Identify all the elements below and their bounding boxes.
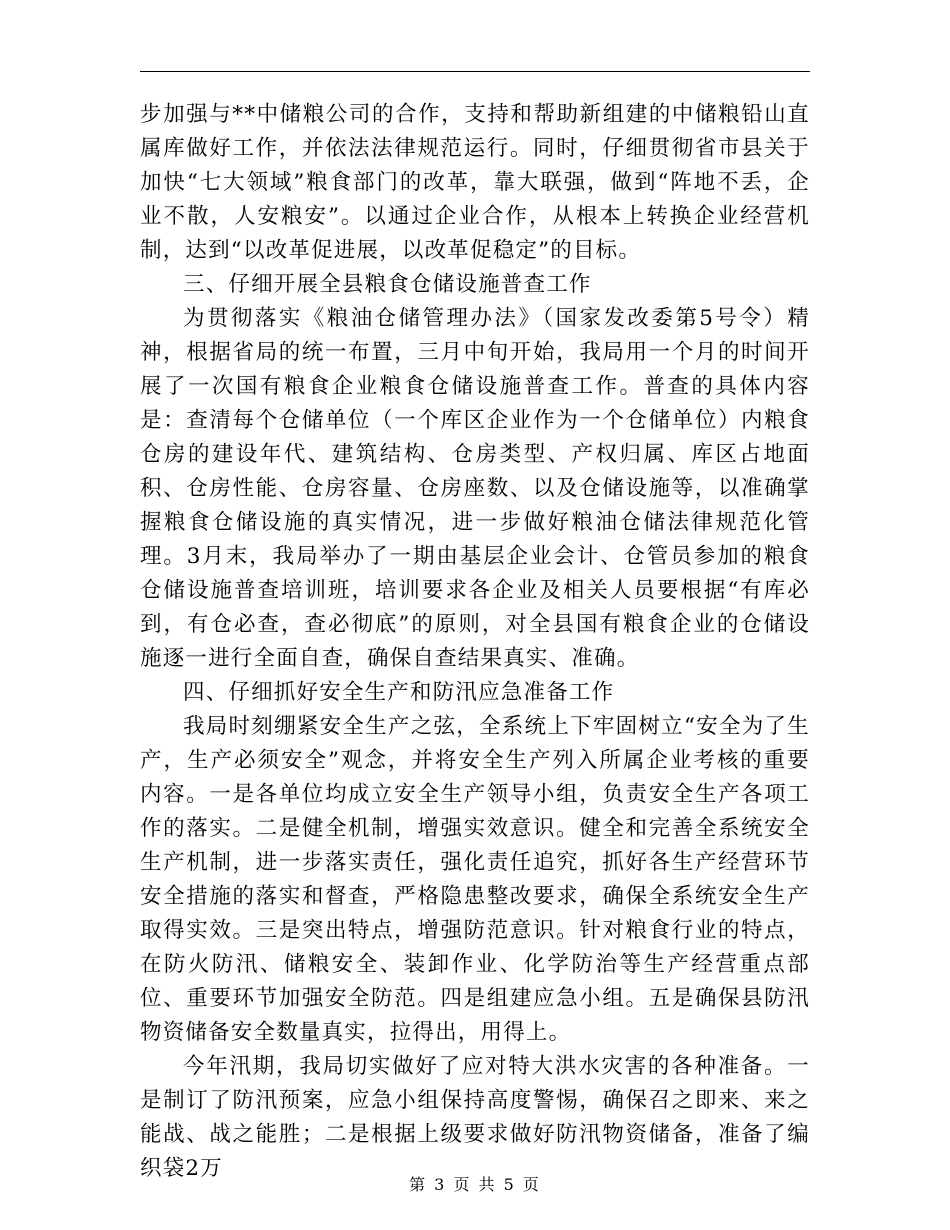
paragraph-safety-production: 我局时刻绷紧安全生产之弦，全系统上下牢固树立“安全为了生产，生产必须安全”观念，并将安全生产列入所属企业考核的重要内容。一是各单位均成立安全生产领导小组，负责安全生产各项工作的落实。二是健全机制，增强实效意识。健全和完善全系统安全生产机制，进一步落实责任，强化责任追究，抓好各生产经营环节安全措施的落实和督查，严格隐患整改要求，确保全系统安全生产取得实效。三是突出特点，增强防范意识。针对粮食行业的特点，在防火防汛、储粮安全、装卸作业、化学防治等生产经营重点部位、重要环节加强安全防范。四是组建应急小组。五是确保县防汛物资储备安全数量真实，拉得出，用得上。 — [140, 714, 810, 1045]
paragraph-flood-preparation: 今年汛期，我局切实做好了应对特大洪水灾害的各种准备。一是制订了防汛预案，应急小组保持高度警惕，确保召之即来、来之能战、战之能胜；二是根据上级要求做好防汛物资储备，准备了编织袋2万 — [140, 1054, 810, 1181]
paragraph-warehouse-survey: 为贯彻落实《粮油仓储管理办法》（国家发改委第5号令）精神，根据省局的统一布置，三月中旬开始，我局用一个月的时间开展了一次国有粮食企业粮食仓储设施普查工作。普查的具体内容是：查清每个仓储单位（一个库区企业作为一个仓储单位）内粮食仓房的建设年代、建筑结构、仓房类型、产权归属、库区占地面积、仓房性能、仓房容量、仓房座数、以及仓储设施等，以准确掌握粮食仓储设施的真实情况，进一步做好粮油仓储法律规范化管理。3月末，我局举办了一期由基层企业会计、仓管员参加的粮食仓储设施普查培训班，培训要求各企业及相关人员要根据“有库必到，有仓必查，查必彻底”的原则，对全县国有粮食企业的仓储设施逐一进行全面自查，确保自查结果真实、准确。 — [140, 306, 810, 671]
section-heading-3: 三、仔细开展全县粮食仓储设施普查工作 — [183, 272, 592, 297]
section-heading-4: 四、仔细抓好安全生产和防汛应急准备工作 — [183, 680, 615, 705]
paragraph-continuation: 步加强与**中储粮公司的合作，支持和帮助新组建的中储粮铅山直属库做好工作，并依法法律规范运行。同时，仔细贯彻省市县关于加快“七大领域”粮食部门的改革，靠大联强，做到“阵地不丢，企业不散，人安粮安”。以通过企业合作，从根本上转换企业经营机制，达到“以改革促进展，以改革促稳定”的目标。 — [140, 102, 810, 263]
page-number-footer — [0, 1172, 950, 1195]
document-body — [140, 98, 810, 1186]
header-rule — [140, 71, 810, 72]
page-number-label: 第 3 页 共 5 页 — [409, 1175, 541, 1194]
